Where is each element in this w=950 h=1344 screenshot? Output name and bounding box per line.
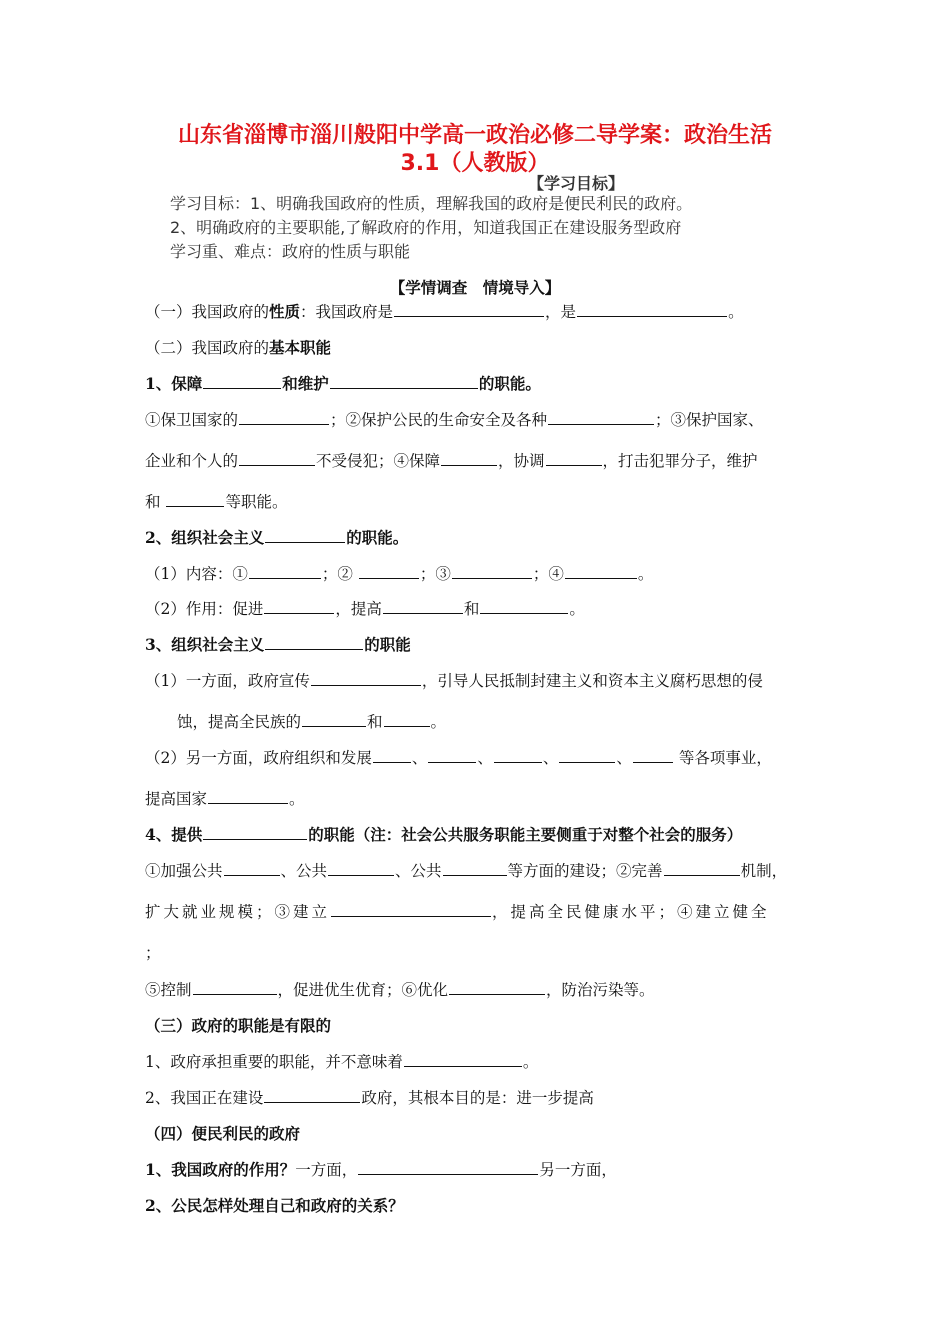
text: ；④ <box>532 565 564 583</box>
fill-blank[interactable] <box>330 373 478 389</box>
fill-blank[interactable] <box>441 450 497 466</box>
fill-blank[interactable] <box>373 747 411 763</box>
function-3-line3 <box>145 747 772 769</box>
fill-blank[interactable] <box>383 598 463 614</box>
text: 4、提供 <box>145 825 203 844</box>
fill-blank[interactable] <box>249 563 321 579</box>
section-4-question-1 <box>145 1159 617 1181</box>
text: （2）另一方面，政府组织和发展 <box>145 749 372 767</box>
text: 。 <box>430 713 447 731</box>
text: ①保卫国家的 <box>145 411 239 429</box>
fill-blank[interactable] <box>633 747 673 763</box>
text: ⑤控制 <box>145 981 192 999</box>
goals-heading: 【学习目标】 <box>528 174 625 193</box>
intro-heading: 【学情调查 情境导入】 <box>389 278 561 297</box>
fill-blank[interactable] <box>494 747 542 763</box>
text: 2、组织社会主义 <box>145 528 265 547</box>
fill-blank[interactable] <box>394 301 544 317</box>
fill-blank[interactable] <box>328 860 394 876</box>
function-2-content <box>145 563 653 585</box>
function-4-line4 <box>145 979 655 1001</box>
function-1-title <box>145 373 541 395</box>
function-2-effect <box>145 598 585 620</box>
fill-blank[interactable] <box>546 450 602 466</box>
text: ，是 <box>545 303 577 321</box>
text: 1、我国政府的作用？ <box>145 1160 296 1179</box>
text: 、公共 <box>395 862 442 880</box>
text: 蚀，提高全民族的 <box>177 713 302 731</box>
section-3-heading: （三）政府的职能是有限的 <box>145 1016 332 1035</box>
function-1-line3 <box>145 491 287 513</box>
fill-blank[interactable] <box>559 747 615 763</box>
text: 基本职能 <box>269 338 332 357</box>
text: 、 <box>477 749 493 767</box>
section-3-line2 <box>145 1087 594 1109</box>
fill-blank[interactable] <box>480 598 568 614</box>
function-3-line2 <box>177 711 446 733</box>
fill-blank[interactable] <box>265 634 363 650</box>
fill-blank[interactable] <box>166 491 224 507</box>
section-4-heading: （四）便民利民的政府 <box>145 1124 301 1143</box>
text: 、 <box>411 749 428 767</box>
fill-blank[interactable] <box>664 860 740 876</box>
fill-blank[interactable] <box>302 711 366 727</box>
text: ；② <box>321 565 358 583</box>
text: 、 <box>542 749 559 767</box>
text: （2）作用：促进 <box>145 600 264 618</box>
fill-blank[interactable] <box>208 788 288 804</box>
function-3-line1 <box>145 670 763 692</box>
fill-blank[interactable] <box>264 598 334 614</box>
fill-blank[interactable] <box>452 563 532 579</box>
text: ，促进优生优育；⑥优化 <box>277 981 449 999</box>
text: 另一方面， <box>539 1161 617 1179</box>
text: 的职能（注：社会公共服务职能主要侧重于对整个社会的服务） <box>308 825 743 844</box>
text: 。 <box>728 303 744 321</box>
fill-blank[interactable] <box>224 860 280 876</box>
text: 和 <box>367 713 383 731</box>
goals-line3: 学习重、难点：政府的性质与职能 <box>170 242 411 261</box>
function-4-line1 <box>145 860 787 882</box>
text: 等方面的建设；②完善 <box>507 862 663 880</box>
text: ，协调 <box>498 452 545 470</box>
text: 企业和个人的 <box>145 452 239 470</box>
fill-blank[interactable] <box>428 747 476 763</box>
text: 机制， <box>740 862 788 880</box>
fill-blank[interactable] <box>239 450 315 466</box>
text: 不受侵犯；④保障 <box>316 452 441 470</box>
fill-blank[interactable] <box>443 860 507 876</box>
text: ，提高 <box>335 600 382 618</box>
text: 政府，其根本目的是：进一步提高 <box>361 1089 594 1107</box>
section-1-line <box>145 301 744 323</box>
text: ；③保护国家、 <box>655 411 764 429</box>
text: 、 <box>616 749 632 767</box>
text: 提高国家 <box>145 790 208 808</box>
fill-blank[interactable] <box>203 373 281 389</box>
text: 的职能。 <box>478 374 541 393</box>
text: ；②保护公民的生命安全及各种 <box>330 411 548 429</box>
fill-blank[interactable] <box>239 409 329 425</box>
text: 3、组织社会主义 <box>145 635 265 654</box>
function-4-title <box>145 824 742 846</box>
document-title-line1: 山东省淄博市淄川般阳中学高一政治必修二导学案：政治生活 <box>177 123 772 148</box>
text: 和 <box>463 600 480 618</box>
text: ，引导人民抵制封建主义和资本主义腐朽思想的侵 <box>421 672 763 690</box>
text: （二）我国政府的 <box>145 339 270 357</box>
text: 和维护 <box>282 374 329 393</box>
text: ，提高全民健康水平；④建立健全 <box>492 903 770 921</box>
function-1-line2 <box>145 450 758 472</box>
text: 的职能 <box>364 635 411 654</box>
fill-blank[interactable] <box>359 563 419 579</box>
text: 性质 <box>269 302 301 321</box>
text: ①加强公共 <box>145 862 223 880</box>
fill-blank[interactable] <box>548 409 654 425</box>
fill-blank[interactable] <box>264 1087 360 1103</box>
text: 一方面， <box>295 1161 358 1179</box>
text: 。 <box>569 600 585 618</box>
text: 1、保障 <box>145 374 203 393</box>
text: 等各项事业， <box>673 749 772 767</box>
function-3-title <box>145 634 411 656</box>
fill-blank[interactable] <box>404 1051 522 1067</box>
fill-blank[interactable] <box>565 563 637 579</box>
function-3-line4 <box>145 788 305 810</box>
goals-line1: 学习目标：1、明确我国政府的性质，理解我国的政府是便民利民的政府。 <box>170 194 693 213</box>
text: ，打击犯罪分子，维护 <box>602 452 758 470</box>
fill-blank[interactable] <box>193 979 277 995</box>
function-4-line2 <box>145 901 770 923</box>
goals-line2: 2、明确政府的主要职能,了解政府的作用，知道我国正在建设服务型政府 <box>170 218 682 237</box>
fill-blank[interactable] <box>265 527 345 543</box>
text: 扩大就业规模；③建立 <box>145 903 331 921</box>
section-2-line <box>145 337 331 359</box>
text: 等职能。 <box>225 493 288 511</box>
function-2-title <box>145 527 408 549</box>
section-4-question-2: 2、公民怎样处理自己和政府的关系？ <box>145 1196 404 1215</box>
fill-blank[interactable] <box>358 1159 538 1175</box>
section-3-line1 <box>145 1051 538 1073</box>
document-title-line2: 3.1（人教版） <box>400 151 550 176</box>
fill-blank[interactable] <box>203 824 307 840</box>
text: ：我国政府是 <box>300 303 394 321</box>
text: （1）一方面，政府宣传 <box>145 672 310 690</box>
function-4-line3: ； <box>145 944 161 962</box>
text: （1）内容：① <box>145 565 248 583</box>
text: 。 <box>522 1053 539 1071</box>
function-1-line1 <box>145 409 764 431</box>
fill-blank[interactable] <box>449 979 545 995</box>
fill-blank[interactable] <box>384 711 430 727</box>
fill-blank[interactable] <box>577 301 727 317</box>
text: ；③ <box>419 565 451 583</box>
text: 和 <box>145 493 166 511</box>
text: 1、政府承担重要的职能，并不意味着 <box>145 1053 403 1071</box>
fill-blank[interactable] <box>331 901 491 917</box>
text: （一）我国政府的 <box>145 303 270 321</box>
text: 。 <box>637 565 654 583</box>
fill-blank[interactable] <box>311 670 421 686</box>
text: 的职能。 <box>346 528 409 547</box>
text: 。 <box>289 790 305 808</box>
text: ，防治污染等。 <box>546 981 655 999</box>
text: 2、我国正在建设 <box>145 1089 264 1107</box>
text: 、公共 <box>280 862 328 880</box>
